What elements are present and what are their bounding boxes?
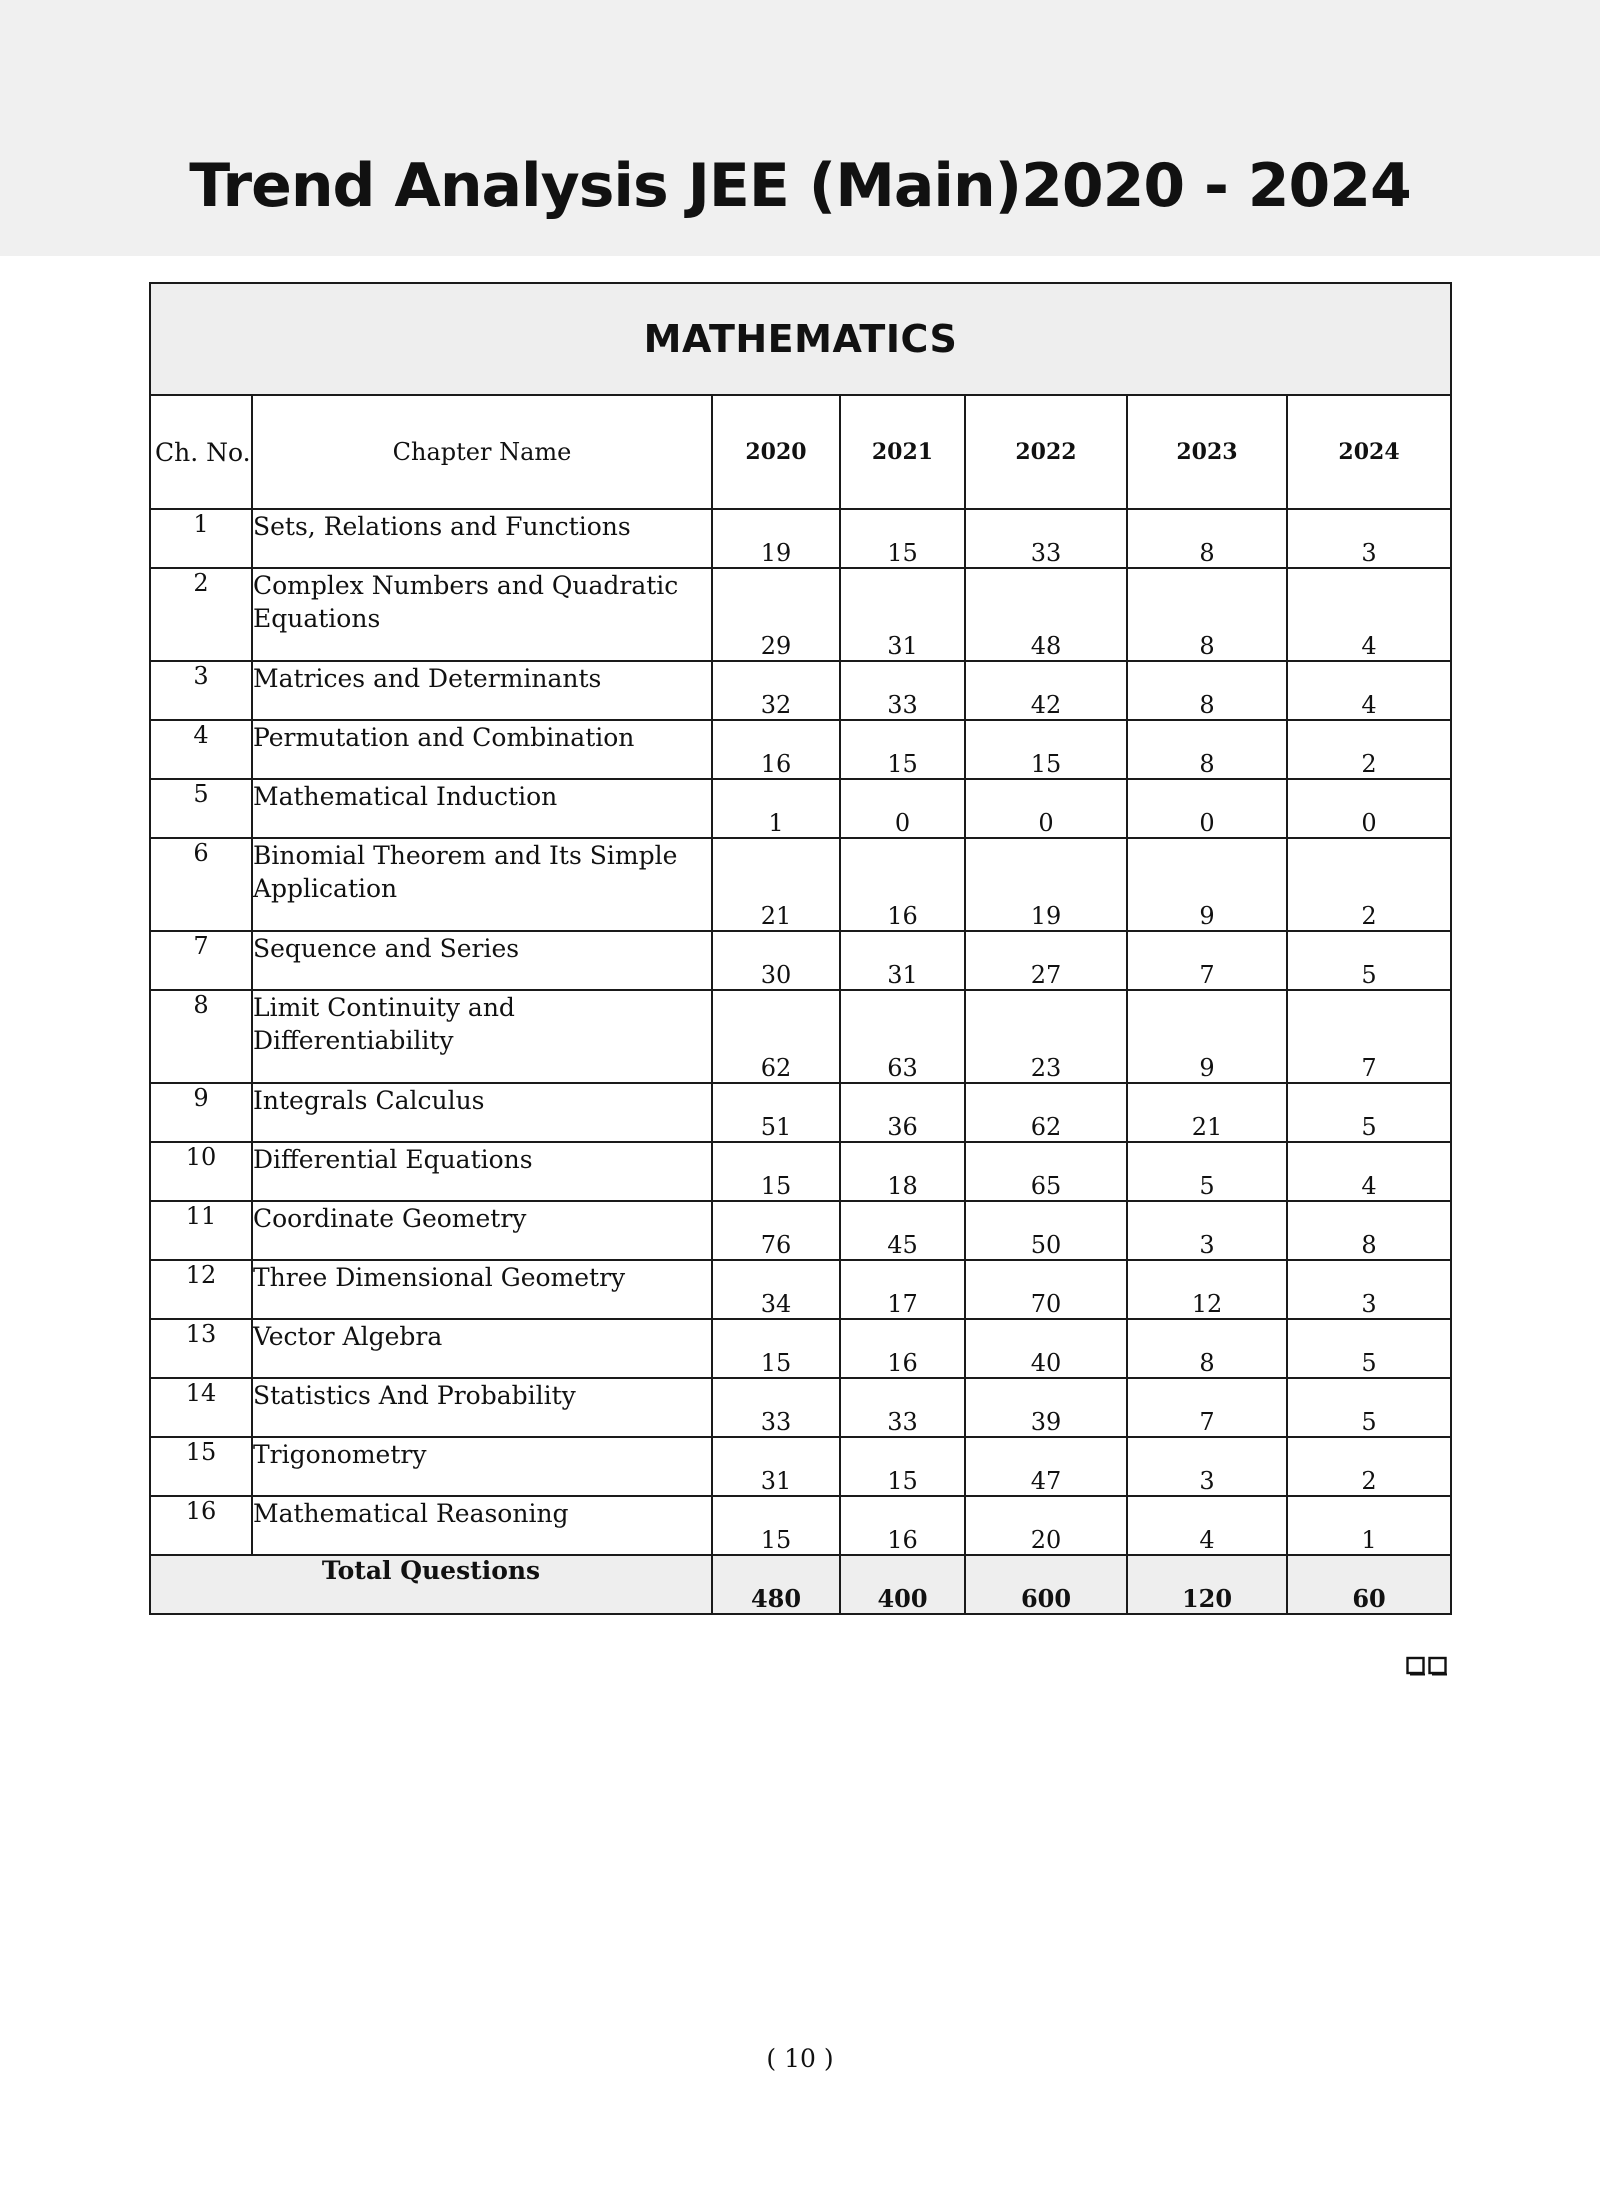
question-count-2021: 16 <box>840 1496 965 1555</box>
question-count-2021: 31 <box>840 931 965 990</box>
chapter-name: Mathematical Induction <box>252 779 712 838</box>
question-count-2020: 15 <box>712 1142 840 1201</box>
question-count-2023: 4 <box>1127 1496 1287 1555</box>
question-count-2023: 9 <box>1127 990 1287 1083</box>
trend-table <box>149 282 1452 1615</box>
question-count-2020: 21 <box>712 838 840 931</box>
question-count-2020: 1 <box>712 779 840 838</box>
question-count-2020: 62 <box>712 990 840 1083</box>
question-count-2022: 23 <box>965 990 1127 1083</box>
table-row <box>150 1378 1451 1437</box>
chapter-number: 15 <box>150 1437 252 1496</box>
question-count-2020: 32 <box>712 661 840 720</box>
question-count-2024: 1 <box>1287 1496 1451 1555</box>
chapter-number: 5 <box>150 779 252 838</box>
chapter-number: 10 <box>150 1142 252 1201</box>
header-year-2023: 2023 <box>1127 395 1287 509</box>
question-count-2024: 8 <box>1287 1201 1451 1260</box>
chapter-name: Vector Algebra <box>252 1319 712 1378</box>
page-number: ( 10 ) <box>766 2044 834 2073</box>
question-count-2021: 15 <box>840 1437 965 1496</box>
question-count-2022: 42 <box>965 661 1127 720</box>
question-count-2022: 20 <box>965 1496 1127 1555</box>
header-ch-no: Ch. No. <box>150 395 252 509</box>
question-count-2021: 15 <box>840 720 965 779</box>
chapter-name: Matrices and Determinants <box>252 661 712 720</box>
table-row <box>150 931 1451 990</box>
chapter-name: Mathematical Reasoning <box>252 1496 712 1555</box>
question-count-2020: 30 <box>712 931 840 990</box>
question-count-2023: 8 <box>1127 568 1287 661</box>
question-count-2020: 33 <box>712 1378 840 1437</box>
chapter-number: 2 <box>150 568 252 661</box>
header-year-2022: 2022 <box>965 395 1127 509</box>
question-count-2022: 50 <box>965 1201 1127 1260</box>
question-count-2022: 48 <box>965 568 1127 661</box>
question-count-2024: 5 <box>1287 931 1451 990</box>
chapter-name: Permutation and Combination <box>252 720 712 779</box>
total-count-2023: 120 <box>1127 1555 1287 1614</box>
chapter-number: 12 <box>150 1260 252 1319</box>
question-count-2024: 7 <box>1287 990 1451 1083</box>
table-row <box>150 568 1451 661</box>
question-count-2024: 4 <box>1287 568 1451 661</box>
chapter-number: 8 <box>150 990 252 1083</box>
question-count-2020: 31 <box>712 1437 840 1496</box>
question-count-2022: 0 <box>965 779 1127 838</box>
question-count-2020: 34 <box>712 1260 840 1319</box>
question-count-2022: 15 <box>965 720 1127 779</box>
chapter-number: 3 <box>150 661 252 720</box>
question-count-2023: 8 <box>1127 720 1287 779</box>
question-count-2023: 8 <box>1127 661 1287 720</box>
question-count-2024: 0 <box>1287 779 1451 838</box>
question-count-2023: 8 <box>1127 1319 1287 1378</box>
table-row <box>150 1437 1451 1496</box>
question-count-2023: 7 <box>1127 1378 1287 1437</box>
question-count-2022: 39 <box>965 1378 1127 1437</box>
question-count-2024: 5 <box>1287 1083 1451 1142</box>
chapter-name: Differential Equations <box>252 1142 712 1201</box>
chapter-number: 14 <box>150 1378 252 1437</box>
question-count-2022: 70 <box>965 1260 1127 1319</box>
question-count-2020: 16 <box>712 720 840 779</box>
table-row <box>150 1201 1451 1260</box>
total-label: Total Questions <box>150 1555 712 1614</box>
question-count-2022: 33 <box>965 509 1127 568</box>
header-year-2021: 2021 <box>840 395 965 509</box>
chapter-name: Coordinate Geometry <box>252 1201 712 1260</box>
question-count-2021: 33 <box>840 1378 965 1437</box>
double-square-end-icon <box>1406 1656 1450 1676</box>
question-count-2023: 3 <box>1127 1437 1287 1496</box>
chapter-name: Binomial Theorem and Its Simple Application <box>252 838 712 931</box>
question-count-2022: 47 <box>965 1437 1127 1496</box>
question-count-2023: 9 <box>1127 838 1287 931</box>
chapter-name: Limit Continuity and Differentiability <box>252 990 712 1083</box>
question-count-2022: 65 <box>965 1142 1127 1201</box>
trend-table-body <box>150 283 1451 1614</box>
chapter-name: Sequence and Series <box>252 931 712 990</box>
chapter-name: Statistics And Probability <box>252 1378 712 1437</box>
total-count-2021: 400 <box>840 1555 965 1614</box>
question-count-2023: 8 <box>1127 509 1287 568</box>
table-row <box>150 1496 1451 1555</box>
chapter-number: 6 <box>150 838 252 931</box>
question-count-2021: 33 <box>840 661 965 720</box>
question-count-2023: 3 <box>1127 1201 1287 1260</box>
chapter-number: 7 <box>150 931 252 990</box>
question-count-2024: 5 <box>1287 1319 1451 1378</box>
chapter-name: Sets, Relations and Functions <box>252 509 712 568</box>
chapter-name: Integrals Calculus <box>252 1083 712 1142</box>
total-row <box>150 1555 1451 1614</box>
question-count-2020: 15 <box>712 1496 840 1555</box>
table-row <box>150 838 1451 931</box>
question-count-2023: 0 <box>1127 779 1287 838</box>
question-count-2024: 5 <box>1287 1378 1451 1437</box>
question-count-2021: 36 <box>840 1083 965 1142</box>
question-count-2023: 5 <box>1127 1142 1287 1201</box>
question-count-2022: 40 <box>965 1319 1127 1378</box>
table-row <box>150 1083 1451 1142</box>
question-count-2020: 51 <box>712 1083 840 1142</box>
question-count-2020: 15 <box>712 1319 840 1378</box>
table-row <box>150 661 1451 720</box>
total-count-2020: 480 <box>712 1555 840 1614</box>
question-count-2021: 16 <box>840 838 965 931</box>
total-count-2022: 600 <box>965 1555 1127 1614</box>
question-count-2022: 27 <box>965 931 1127 990</box>
question-count-2024: 4 <box>1287 1142 1451 1201</box>
subject-row <box>150 283 1451 395</box>
header-row <box>150 395 1451 509</box>
chapter-number: 1 <box>150 509 252 568</box>
question-count-2021: 31 <box>840 568 965 661</box>
question-count-2021: 15 <box>840 509 965 568</box>
question-count-2020: 29 <box>712 568 840 661</box>
table-row <box>150 1319 1451 1378</box>
table-row <box>150 1142 1451 1201</box>
header-chapter-name: Chapter Name <box>252 395 712 509</box>
question-count-2021: 0 <box>840 779 965 838</box>
question-count-2021: 63 <box>840 990 965 1083</box>
chapter-name: Complex Numbers and Quadratic Equations <box>252 568 712 661</box>
table-row <box>150 720 1451 779</box>
table-row <box>150 990 1451 1083</box>
question-count-2024: 2 <box>1287 838 1451 931</box>
question-count-2024: 4 <box>1287 661 1451 720</box>
chapter-name: Three Dimensional Geometry <box>252 1260 712 1319</box>
question-count-2024: 3 <box>1287 1260 1451 1319</box>
question-count-2024: 3 <box>1287 509 1451 568</box>
question-count-2022: 19 <box>965 838 1127 931</box>
question-count-2023: 12 <box>1127 1260 1287 1319</box>
table-row <box>150 509 1451 568</box>
chapter-number: 4 <box>150 720 252 779</box>
question-count-2023: 7 <box>1127 931 1287 990</box>
question-count-2023: 21 <box>1127 1083 1287 1142</box>
chapter-number: 9 <box>150 1083 252 1142</box>
question-count-2021: 16 <box>840 1319 965 1378</box>
question-count-2020: 76 <box>712 1201 840 1260</box>
question-count-2021: 18 <box>840 1142 965 1201</box>
table-row <box>150 779 1451 838</box>
chapter-number: 16 <box>150 1496 252 1555</box>
page-title: Trend Analysis JEE (Main)2020 - 2024 <box>189 151 1411 221</box>
question-count-2021: 45 <box>840 1201 965 1260</box>
chapter-number: 13 <box>150 1319 252 1378</box>
question-count-2024: 2 <box>1287 720 1451 779</box>
chapter-number: 11 <box>150 1201 252 1260</box>
question-count-2024: 2 <box>1287 1437 1451 1496</box>
header-year-2020: 2020 <box>712 395 840 509</box>
table-row <box>150 1260 1451 1319</box>
question-count-2021: 17 <box>840 1260 965 1319</box>
total-count-2024: 60 <box>1287 1555 1451 1614</box>
chapter-name: Trigonometry <box>252 1437 712 1496</box>
header-year-2024: 2024 <box>1287 395 1451 509</box>
question-count-2022: 62 <box>965 1083 1127 1142</box>
question-count-2020: 19 <box>712 509 840 568</box>
subject-title: MATHEMATICS <box>150 283 1451 395</box>
